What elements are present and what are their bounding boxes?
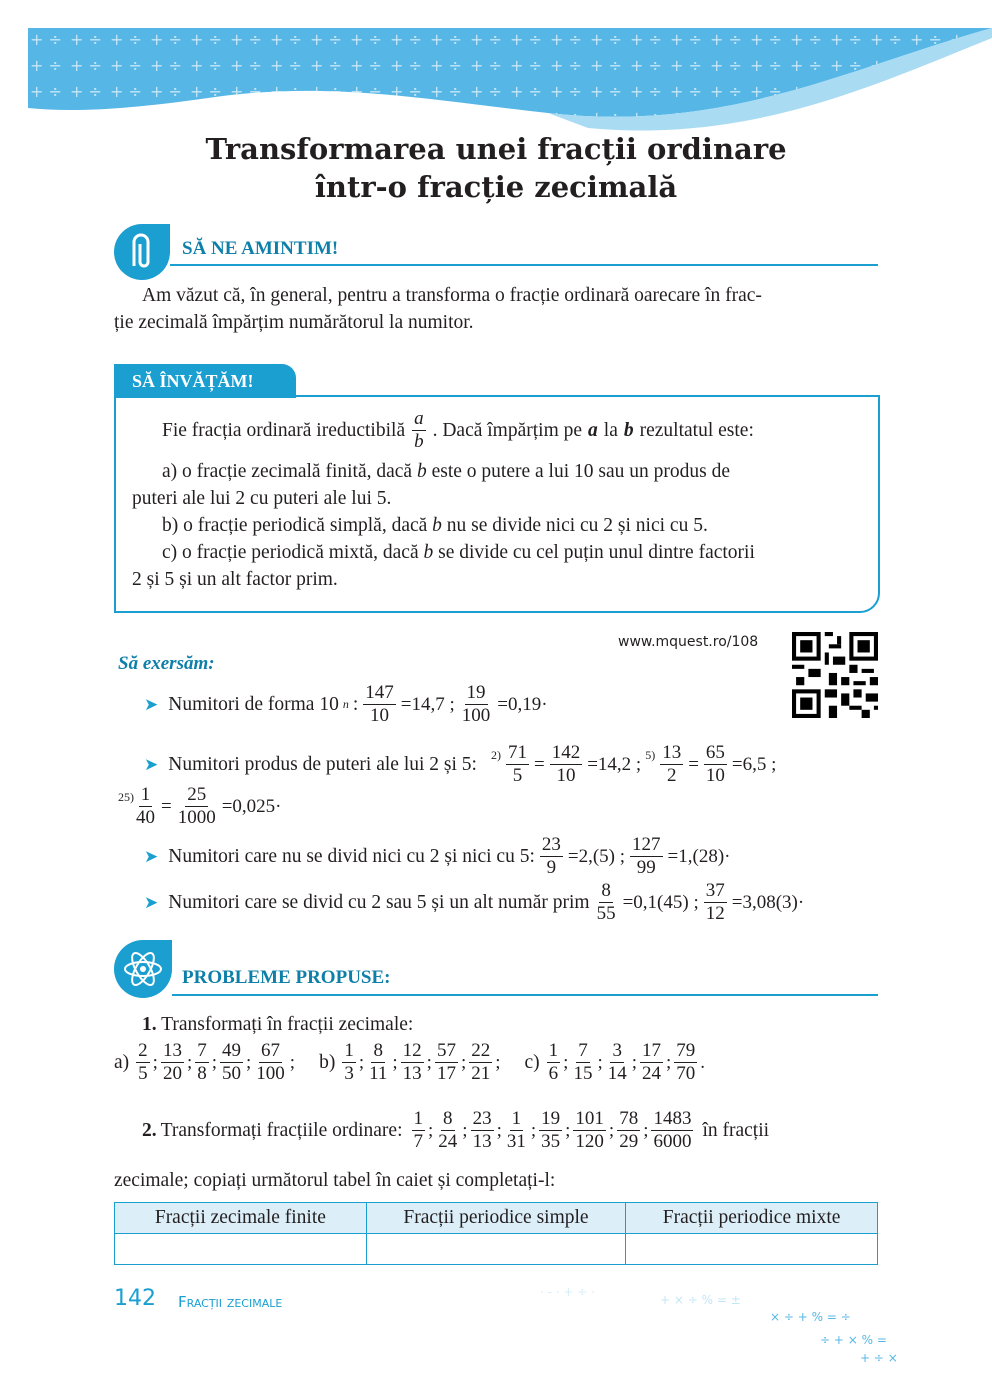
divider [170, 264, 878, 266]
example-line-3: 25) $\frac{1}{40}$ = $\frac{25}{1000}$ =0,025· [118, 784, 282, 828]
problem-1-statement: 1. Transformați în fracții zecimale: [142, 1014, 414, 1035]
amintim-text: Am văzut că, în general, pentru a transforma o fracție ordinară oarecare în frac- ție zecimală împărțim numărătorul la numitor. [114, 285, 762, 333]
divider [172, 994, 878, 996]
svg-text:× ÷ + % = ÷: × ÷ + % = ÷ [770, 1310, 851, 1324]
arrow-icon: ➤ [144, 847, 159, 866]
qr-code-icon[interactable] [792, 632, 878, 718]
fraction: $\frac{1}{6}$ [548, 1040, 559, 1084]
fraction: $\frac{79}{70}$ [676, 1040, 696, 1084]
arrow-icon: ➤ [144, 755, 159, 774]
amintim-heading: SĂ NE AMINTIM! [182, 238, 339, 259]
svg-text:+ ÷ ×: + ÷ × [860, 1351, 898, 1365]
theory-text: Fie fracția ordinară ireductibilă $\frac{a}{b}$ . Dacă împărțim pe a la b rezultatul este: a) o fracție zecimală finită, dacă b este o putere a lui 10 sau un produs de puteri ale lui 2 cu puteri ale lui 5. b) o fracție periodică simplă, dacă b nu se divide nici cu 2 și nici cu 5. c) o fracție periodică mixtă, dacă b se divide cu cel puțin unul dintre factorii 2 și 5 și un alt factor prim. [132, 407, 755, 590]
table-header: Fracții periodice mixte [626, 1203, 878, 1234]
group-a: $\frac{2}{5}$ ; $\frac{13}{20}$ ; $\frac{7}{8}$ ; $\frac{49}{50}$ ; $\frac{67}{100}$ ; [138, 1040, 296, 1084]
arrow-icon: ➤ [144, 695, 159, 714]
svg-text:+ × ÷ % = ±: + × ÷ % = ± [660, 1293, 741, 1307]
decorative-banner [28, 28, 992, 138]
group-b: $\frac{1}{3}$ ; $\frac{8}{11}$ ; $\frac{12}{13}$ ; $\frac{57}{17}$ ; $\frac{22}{21}$ ; [344, 1040, 501, 1084]
table-cell[interactable] [115, 1234, 367, 1265]
fraction: $\frac{67}{100}$ [256, 1040, 285, 1084]
page-number: 142 [114, 1286, 156, 1311]
problem-2-line2: zecimale; copiați următorul tabel în caiet și completați-l: [114, 1170, 556, 1191]
fraction: $\frac{3}{14}$ [607, 1040, 627, 1084]
fraction-a-b: $\frac{a}{b}$ [414, 407, 424, 452]
fraction: $\frac{13}{20}$ [162, 1040, 182, 1084]
example-line-1: ➤ Numitori de forma 10 n : $\frac{147}{10}$ =14,7 ; $\frac{19}{100}$ =0,19· [144, 682, 548, 726]
fraction: $\frac{7}{15}$ [573, 1040, 593, 1084]
fraction: $\frac{8}{11}$ [369, 1040, 388, 1084]
fraction: $\frac{49}{50}$ [222, 1040, 241, 1084]
fraction: $\frac{23}{13}$ [472, 1108, 492, 1152]
svg-text:· - · + ÷ ·: · - · + ÷ · [540, 1285, 595, 1299]
probleme-heading: PROBLEME PROPUSE: [182, 967, 391, 988]
problem-2-fractions: $\frac{1}{7}$ ; $\frac{8}{24}$ ; $\frac{23}{13}$ ; $\frac{1}{31}$ ; $\frac{19}{35}$ ; $\frac{101}{120}$ ; $\frac{78}{29}$ ; $\frac{1483}{6000}$ [413, 1108, 692, 1152]
decorative-corner [540, 1276, 940, 1366]
page-title: Transformarea unei fracții ordinare într-o fracție zecimală [205, 132, 787, 204]
example-line-2: ➤ Numitori produs de puteri ale lui 2 și 5: 2) $\frac{71}{5}$ = $\frac{142}{10}$ =14,2 ; 5) $\frac{13}{2}$ = $\frac{65}{10}$ =6,5 ; [144, 742, 777, 786]
fraction: $\frac{78}{29}$ [619, 1108, 639, 1152]
table-cell[interactable] [626, 1234, 878, 1265]
fraction: $\frac{1}{7}$ [413, 1108, 423, 1152]
mquest-link[interactable]: www.mquest.ro/108 [618, 634, 759, 650]
fraction: $\frac{1}{3}$ [344, 1040, 354, 1084]
fraction: $\frac{7}{8}$ [197, 1040, 207, 1084]
group-c: $\frac{1}{6}$ ; $\frac{7}{15}$ ; $\frac{3}{14}$ ; $\frac{17}{24}$ ; $\frac{79}{70}$ . [548, 1040, 706, 1084]
table-row [115, 1234, 878, 1265]
invatam-tab: SĂ ÎNVĂȚĂM! [114, 364, 296, 398]
fraction: $\frac{22}{21}$ [471, 1040, 491, 1084]
fraction: $\frac{19}{35}$ [541, 1108, 561, 1152]
problem-1-fractions: a) $\frac{2}{5}$ ; $\frac{13}{20}$ ; $\frac{7}{8}$ ; $\frac{49}{50}$ ; $\frac{67}{100}$ ; b) $\frac{1}{3}$ ; $\frac{8}{11}$ ; $\frac{12}{13}$ ; $\frac{57}{17}$ ; $\frac{22}{21}$ ; c) $\frac{1}{6}$ ; $\frac{7}{15}$ ; $\frac{3}{14}$ ; $\frac{17}{24}$ ; $\frac{79}{70}$ . [114, 1040, 706, 1084]
example-line-4: ➤ Numitori care nu se divid nici cu 2 și nici cu 5: $\frac{23}{9}$ =2,(5) ; $\frac{127}{99}$ =1,(28)· [144, 834, 731, 878]
arrow-icon: ➤ [144, 893, 159, 912]
answer-table [114, 1202, 878, 1265]
fraction: $\frac{8}{24}$ [438, 1108, 458, 1152]
fraction: $\frac{101}{120}$ [575, 1108, 604, 1152]
fraction: $\frac{1483}{6000}$ [653, 1108, 692, 1152]
fraction: $\frac{1}{31}$ [506, 1108, 526, 1152]
table-cell[interactable] [366, 1234, 625, 1265]
atom-icon [112, 938, 174, 1000]
fraction: $\frac{2}{5}$ [138, 1040, 148, 1084]
fraction: $\frac{57}{17}$ [436, 1040, 456, 1084]
chapter-name: Fracții zecimale [178, 1293, 283, 1311]
problem-2-statement: 2. Transformați fracțiile ordinare: $\frac{1}{7}$ ; $\frac{8}{24}$ ; $\frac{23}{13}$ ; $\frac{1}{31}$ ; $\frac{19}{35}$ ; $\frac{101}{120}$ ; $\frac{78}{29}$ ; $\frac{1483}{6000}$ în fracții [142, 1108, 770, 1152]
paperclip-icon [112, 222, 172, 282]
table-header: Fracții periodice simple [366, 1203, 625, 1234]
fraction: $\frac{17}{24}$ [642, 1040, 662, 1084]
svg-text:÷ + × % =: ÷ + × % = [820, 1333, 887, 1347]
table-header: Fracții zecimale finite [115, 1203, 367, 1234]
exersam-heading: Să exersăm: [118, 653, 215, 674]
example-line-5: ➤ Numitori care se divid cu 2 sau 5 și un alt număr prim $\frac{8}{55}$ =0,1(45) ; $\frac{37}{12}$ =3,08(3)· [144, 880, 805, 924]
fraction: $\frac{12}{13}$ [402, 1040, 422, 1084]
